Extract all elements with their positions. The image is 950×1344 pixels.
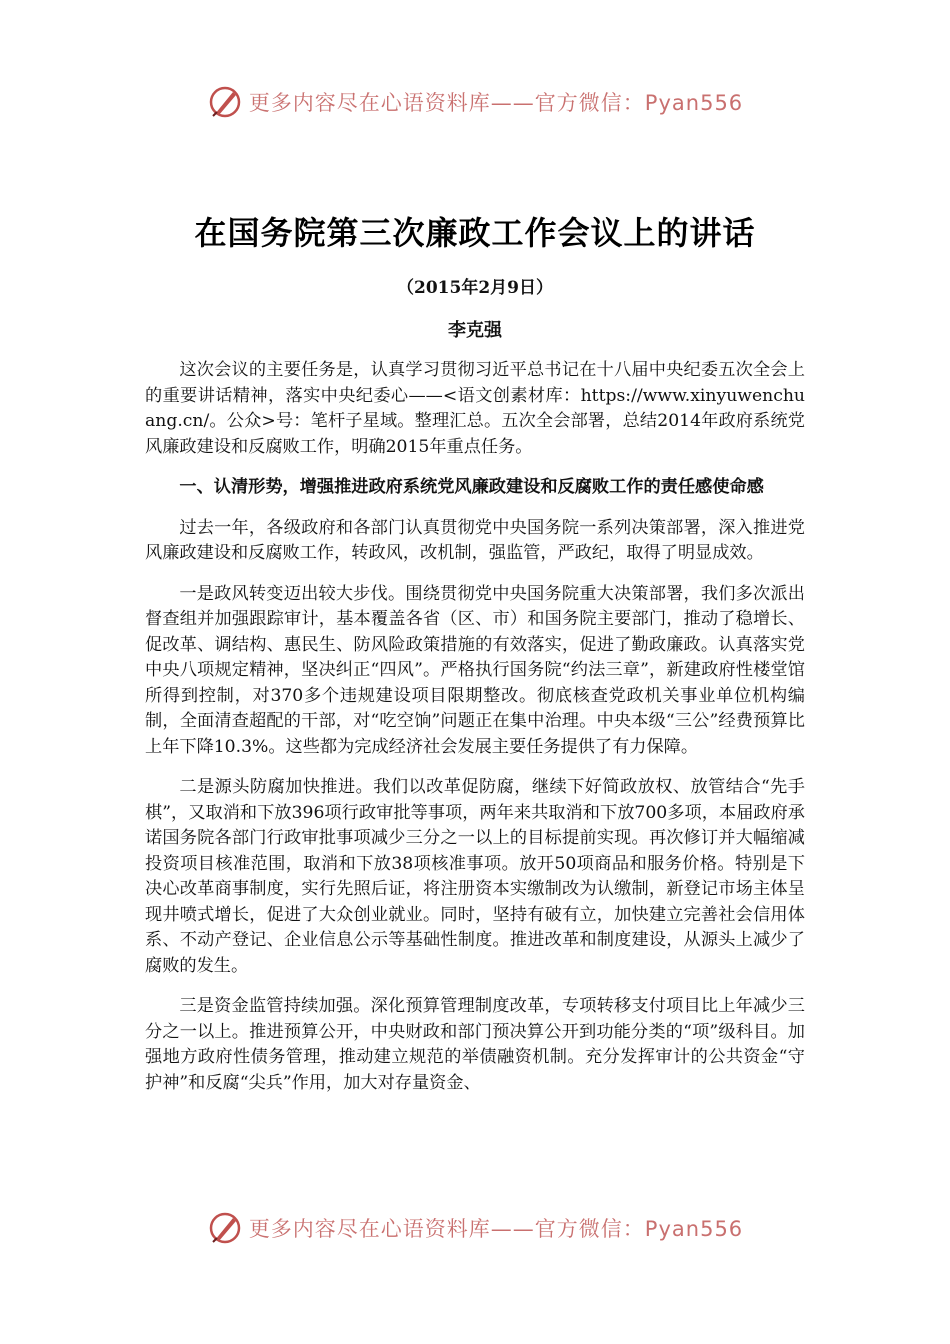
author-name: 李克强: [448, 320, 502, 341]
quill-logo-icon: [207, 84, 243, 120]
speech-date: （2015年2月9日）: [397, 278, 553, 298]
paragraph-overview: 过去一年，各级政府和各部门认真贯彻党中央国务院一系列决策部署，深入推进党风廉政建设和反腐败工作，转政风，改机制，强监管，严政纪，取得了明显成效。: [145, 517, 805, 563]
paragraph-point-2: 二是源头防腐加快推进。我们以改革促防腐，继续下好简政放权、放管结合“先手棋”，又取消和下放396项行政审批等事项，两年来共取消和下放700多项，本届政府承诺国务院各部门行政审批事项减少三分之一以上的目标提前实现。再次修订并大幅缩减投资项目核准范围，取消和下放38项核准事项。放开50项商品和服务价格。特别是下决心改革商事制度，实行先照后证，将注册资本实缴制改为认缴制，新登记市场主体呈现井喷式增长，促进了大众创业就业。同时，坚持有破有立，加快建立完善社会信用体系、不动产登记、企业信息公示等基础性制度。推进改革和制度建设，从源头上减少了腐败的发生。: [145, 777, 805, 976]
page-title: 在国务院第三次廉政工作会议上的讲话: [194, 214, 756, 252]
quill-logo-icon: [207, 1210, 243, 1246]
header-banner: [0, 82, 950, 122]
banner-text: 更多内容尽在心语资料库——官方微信：Pyan556: [248, 91, 744, 115]
footer-banner: [0, 1208, 950, 1248]
paragraph-point-1: 一是政风转变迈出较大步伐。围绕贯彻党中央国务院重大决策部署，我们多次派出督查组并加强跟踪审计，基本覆盖各省（区、市）和国务院主要部门，推动了稳增长、促改革、调结构、惠民生、防风险政策措施的有效落实，促进了勤政廉政。认真落实党中央八项规定精神，坚决纠正“四风”。严格执行国务院“约法三章”，新建政府性楼堂馆所得到控制，对370多个违规建设项目限期整改。彻底核查党政机关事业单位机构编制，全面清查超配的干部，对“吃空饷”问题正在集中治理。中央本级“三公”经费预算比上年下降10.3%。这些都为完成经济社会发展主要任务提供了有力保障。: [145, 583, 805, 757]
paragraph-point-3: 三是资金监管持续加强。深化预算管理制度改革，专项转移支付项目比上年减少三分之一以上。推进预算公开，中央财政和部门预决算公开到功能分类的“项”级科目。加强地方政府性债务管理，推动建立规范的举债融资机制。充分发挥审计的公共资金“守护神”和反腐“尖兵”作用，加大对存量资金、: [145, 996, 805, 1093]
section-heading-1: 一、认清形势，增强推进政府系统党风廉政建设和反腐败工作的责任感使命感: [179, 477, 764, 497]
document-body: [145, 358, 805, 1111]
banner-text: 更多内容尽在心语资料库——官方微信：Pyan556: [248, 1217, 744, 1241]
paragraph-intro: 这次会议的主要任务是，认真学习贯彻习近平总书记在十八届中央纪委五次全会上的重要讲话精神，落实中央纪委心——<语文创素材库：https://www.xinyuwenchuang.cn/。公众>号：笔杆子星域。整理汇总。五次全会部署，总结2014年政府系统党风廉政建设和反腐败工作，明确2015年重点任务。: [145, 360, 805, 457]
